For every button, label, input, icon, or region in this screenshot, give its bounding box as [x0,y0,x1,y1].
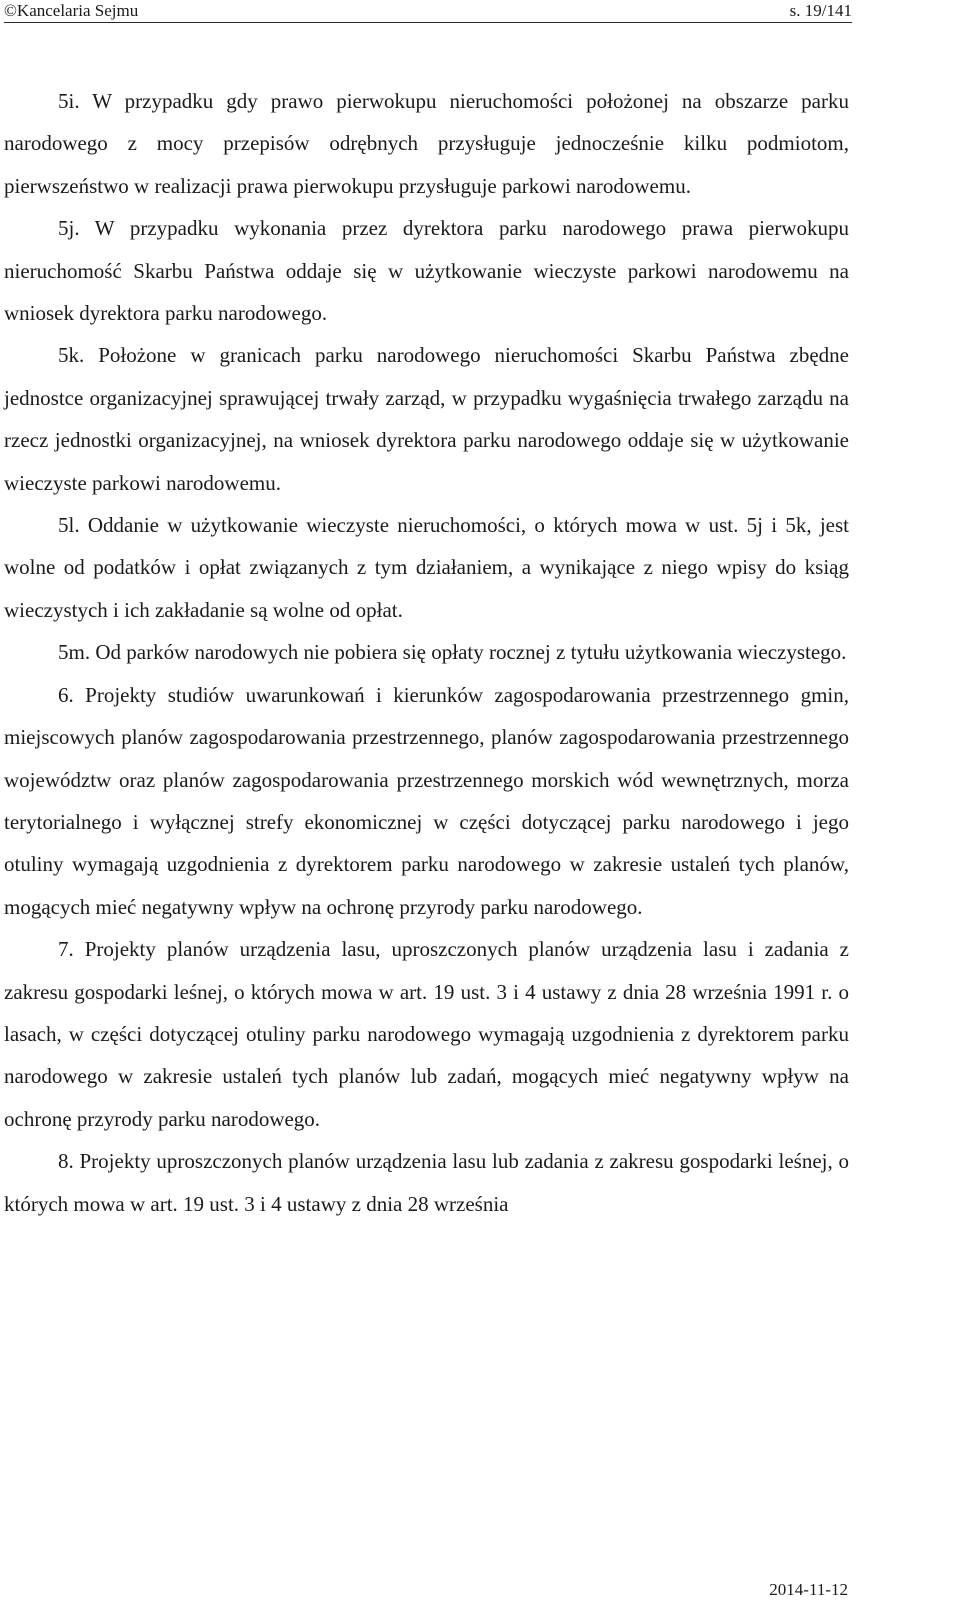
header-source: ©Kancelaria Sejmu [4,1,139,20]
page-number: s. 19/141 [789,1,852,20]
paragraph-7: 7. Projekty planów urządzenia lasu, uproszczonych planów urządzenia lasu i zadania z zakresu gospodarki leśnej, o których mowa w art. 19 ust. 3 i 4 ustawy z dnia 28 września 1991 r. o lasach, w części dotyczącej otuliny parku narodowego wymagają uzgodnienia z dyrektorem parku narodowego w zakresie ustaleń tych planów lub zadań, mogących mieć negatywny wpływ na ochronę przyrody parku narodowego. [4,937,849,1131]
paragraph-8: 8. Projekty uproszczonych planów urządzenia lasu lub zadania z zakresu gospodarki leśnej, o których mowa w art. 19 ust. 3 i 4 ustawy z dnia 28 września [4,1149,849,1216]
document-body [4,80,849,1225]
page-header [4,0,852,23]
paragraph-5k: 5k. Położone w granicach parku narodowego nieruchomości Skarbu Państwa zbędne jednostce organizacyjnej sprawującej trwały zarząd, w przypadku wygaśnięcia trwałego zarządu na rzecz jednostki organizacyjnej, na wniosek dyrektora parku narodowego oddaje się w użytkowanie wieczyste parkowi narodowemu. [4,343,849,495]
paragraph-5l: 5l. Oddanie w użytkowanie wieczyste nieruchomości, o których mowa w ust. 5j i 5k, jest wolne od podatków i opłat związanych z tym działaniem, a wynikające z niego wpisy do ksiąg wieczystych i ich zakładanie są wolne od opłat. [4,513,849,622]
paragraph-5m: 5m. Od parków narodowych nie pobiera się opłaty rocznej z tytułu użytkowania wieczystego. [58,640,847,665]
paragraph-6: 6. Projekty studiów uwarunkowań i kierunków zagospodarowania przestrzennego gmin, miejscowych planów zagospodarowania przestrzennego, planów zagospodarowania przestrzennego województw oraz planów zagospodarowania przestrzennego morskich wód wewnętrznych, morza terytorialnego i wyłącznej strefy ekonomicznej w części dotyczącej parku narodowego i jego otuliny wymagają uzgodnienia z dyrektorem parku narodowego w zakresie ustaleń tych planów, mogących mieć negatywny wpływ na ochronę przyrody parku narodowego. [4,682,849,919]
footer-date: 2014-11-12 [769,1580,848,1599]
paragraph-5j: 5j. W przypadku wykonania przez dyrektora parku narodowego prawa pierwokupu nieruchomość Skarbu Państwa oddaje się w użytkowanie wieczyste parkowi narodowemu na wniosek dyrektora parku narodowego. [4,216,849,326]
paragraph-5i: 5i. W przypadku gdy prawo pierwokupu nieruchomości położonej na obszarze parku narodowego z mocy przepisów odrębnych przysługuje jednocześnie kilku podmiotom, pierwszeństwo w realizacji prawa pierwokupu przysługuje parkowi narodowemu. [4,89,849,198]
